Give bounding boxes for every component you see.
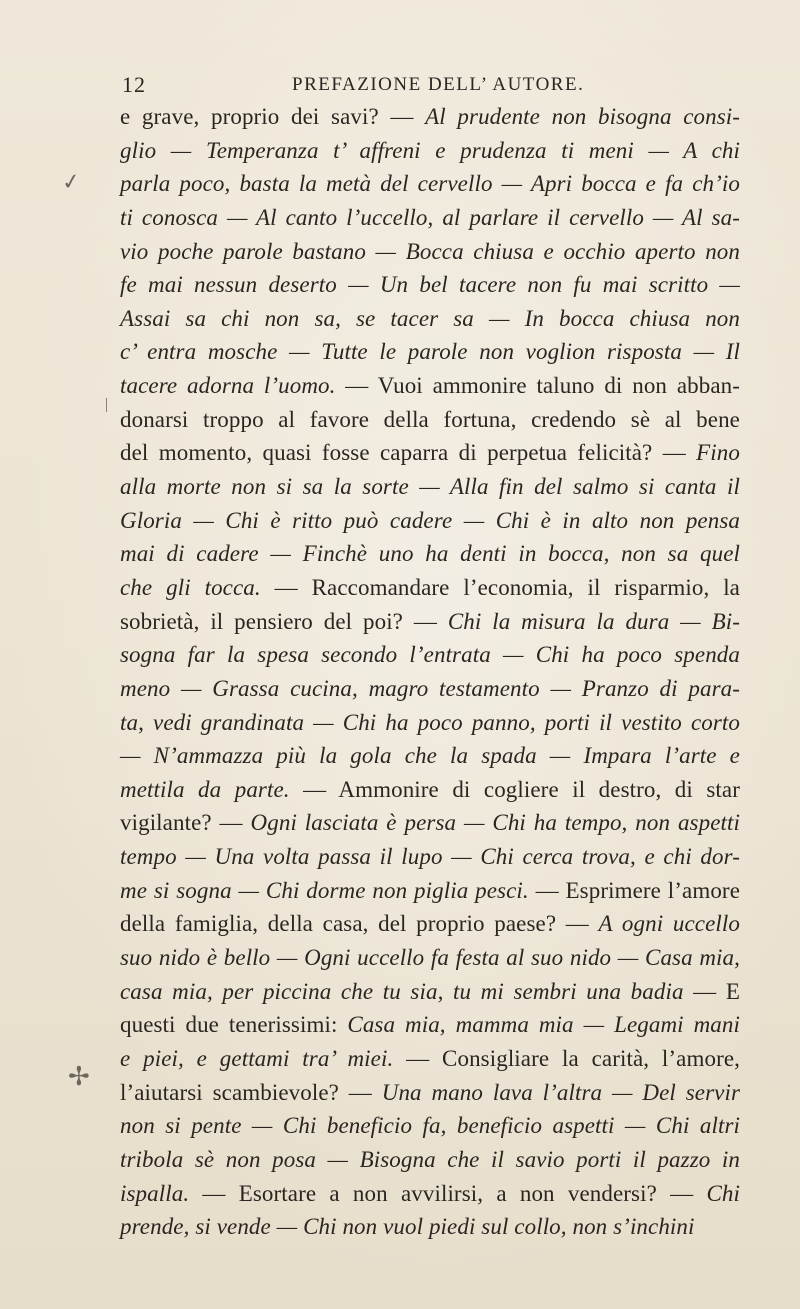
- text-line: [120, 1076, 740, 1110]
- italic-text-segment: che gli tocca.: [120, 574, 261, 600]
- italic-text-segment: Ogni lasciata è persa — Chi ha tempo, non aspetti: [250, 810, 740, 836]
- italic-text-segment: mettila da parte.: [120, 776, 290, 802]
- italic-text-segment: me si sogna — Chi dorme non piglia pesci.: [120, 877, 529, 903]
- text-line: [120, 706, 740, 740]
- roman-text-segment: — Raccomandare l’economia, il risparmio, la: [260, 574, 740, 600]
- roman-text-segment: vigilante? —: [120, 810, 251, 836]
- italic-text-segment: Fino: [696, 440, 740, 466]
- italic-text-segment: glio — Temperanza t’ affreni e prudenza ti meni — A chi: [120, 137, 740, 163]
- roman-text-segment: della famiglia, della casa, del proprio paese? —: [120, 911, 599, 937]
- text-line: [120, 739, 740, 773]
- page-number: 12: [122, 72, 146, 97]
- italic-text-segment: parla poco, basta la metà del cervello — Apri bocca e fa ch’io: [120, 171, 740, 197]
- text-line: [120, 167, 740, 201]
- roman-text-segment: del momento, quasi fosse caparra di perpetua felicità? —: [120, 440, 697, 466]
- text-line: [120, 1008, 740, 1042]
- italic-text-segment: alla morte non si sa la sorte — Alla fin del salmo si canta il: [120, 474, 740, 500]
- text-line: [120, 335, 740, 369]
- roman-text-segment: — Esprimere l’amore: [528, 877, 740, 903]
- italic-text-segment: casa mia, per piccina che tu sia, tu mi sembri una badia: [120, 978, 684, 1004]
- text-line: [120, 504, 740, 538]
- text-line: [120, 470, 740, 504]
- roman-text-segment: l’aiutarsi scambievole? —: [120, 1079, 382, 1105]
- italic-text-segment: meno — Grassa cucina, magro testamento — Pranzo di para-: [120, 675, 740, 701]
- text-line: [120, 941, 740, 975]
- text-line: [120, 773, 740, 807]
- margin-annotation-cross: ✢: [68, 1062, 90, 1092]
- text-line: [120, 369, 740, 403]
- roman-text-segment: — Vuoi ammonire taluno di non abban-: [335, 373, 740, 399]
- text-line: [120, 907, 740, 941]
- text-line: [120, 134, 740, 168]
- text-line: [120, 537, 740, 571]
- italic-text-segment: Chi: [706, 1180, 740, 1206]
- text-line: [120, 302, 740, 336]
- italic-text-segment: non si pente — Chi beneficio fa, beneficio aspetti — Chi altri: [120, 1113, 740, 1139]
- italic-text-segment: c’ entra mosche — Tutte le parole non voglion risposta — Il: [120, 339, 740, 365]
- italic-text-segment: tribola sè non posa — Bisogna che il savio porti il pazzo in: [120, 1146, 740, 1172]
- italic-text-segment: e piei, e gettami tra’ miei.: [120, 1045, 394, 1071]
- margin-annotation-check: ✓: [60, 168, 83, 197]
- roman-text-segment: — Consigliare la carità, l’amore,: [393, 1045, 740, 1071]
- text-line: [120, 638, 740, 672]
- roman-text-segment: questi due tenerissimi:: [120, 1012, 348, 1038]
- text-line: [120, 436, 740, 470]
- text-line: [120, 1177, 740, 1211]
- roman-text-segment: — Ammonire di cogliere il destro, di star: [289, 776, 740, 802]
- text-line: [120, 571, 740, 605]
- italic-text-segment: — N’ammazza più la gola che la spada — Impara l’arte e: [120, 743, 740, 769]
- text-line: [120, 975, 740, 1009]
- roman-text-segment: sobrietà, il pensiero del poi? —: [120, 608, 448, 634]
- italic-text-segment: sogna far la spesa secondo l’entrata — Chi ha poco spenda: [120, 642, 740, 668]
- body-text: [120, 100, 740, 1244]
- italic-text-segment: Casa mia, mamma mia — Legami mani: [347, 1012, 740, 1038]
- text-line: [120, 1109, 740, 1143]
- roman-text-segment: e grave, proprio dei savi? —: [120, 104, 426, 129]
- text-line: [120, 201, 740, 235]
- text-line: [120, 672, 740, 706]
- italic-text-segment: Chi la misura la dura — Bi-: [447, 608, 740, 634]
- italic-text-segment: Assai sa chi non sa, se tacer sa — In bocca chiusa non: [120, 305, 740, 331]
- italic-text-segment: suo nido è bello — Ogni uccello fa festa al suo nido — Casa mia,: [120, 945, 740, 971]
- italic-text-segment: Gloria — Chi è ritto può cadere — Chi è in alto non pensa: [120, 507, 740, 533]
- text-line: [120, 1210, 740, 1244]
- text-line: [120, 806, 740, 840]
- italic-text-segment: fe mai nessun deserto — Un bel tacere non fu mai scritto —: [120, 272, 740, 298]
- text-line: [120, 605, 740, 639]
- italic-text-segment: ti conosca — Al canto l’uccello, al parlare il cervello — Al sa-: [120, 204, 740, 230]
- italic-text-segment: vio poche parole bastano — Bocca chiusa e occhio aperto non: [120, 238, 740, 264]
- italic-text-segment: ta, vedi grandinata — Chi ha poco panno, porti il vestito corto: [120, 709, 740, 735]
- running-head: PREFAZIONE DELL’ AUTORE.: [292, 74, 585, 95]
- text-line: [120, 235, 740, 269]
- margin-annotation-tick: [106, 398, 113, 412]
- italic-text-segment: Al prudente non bisogna consi-: [425, 104, 741, 129]
- text-line: [120, 1042, 740, 1076]
- roman-text-segment: — Esortare a non avvilirsi, a non vendersi? —: [189, 1180, 707, 1206]
- page-header: [122, 72, 682, 102]
- italic-text-segment: A ogni uccello: [598, 911, 740, 937]
- roman-text-segment: donarsi troppo al favore della fortuna, credendo sè al bene: [120, 406, 740, 432]
- text-line: [120, 1143, 740, 1177]
- italic-text-segment: prende, si vende — Chi non vuol piedi sul collo, non s’inchini: [120, 1214, 695, 1240]
- text-line: [120, 403, 740, 437]
- italic-text-segment: tacere adorna l’uomo.: [120, 373, 336, 399]
- italic-text-segment: Una mano lava l’altra — Del servir: [381, 1079, 740, 1105]
- italic-text-segment: mai di cadere — Finchè uno ha denti in bocca, non sa quel: [120, 541, 740, 567]
- italic-text-segment: tempo — Una volta passa il lupo — Chi cerca trova, e chi dor-: [120, 844, 740, 870]
- text-line: [120, 840, 740, 874]
- italic-text-segment: ispalla.: [120, 1180, 190, 1206]
- text-line: [120, 874, 740, 908]
- text-line: [120, 100, 740, 134]
- roman-text-segment: — E: [683, 978, 740, 1004]
- text-line: [120, 268, 740, 302]
